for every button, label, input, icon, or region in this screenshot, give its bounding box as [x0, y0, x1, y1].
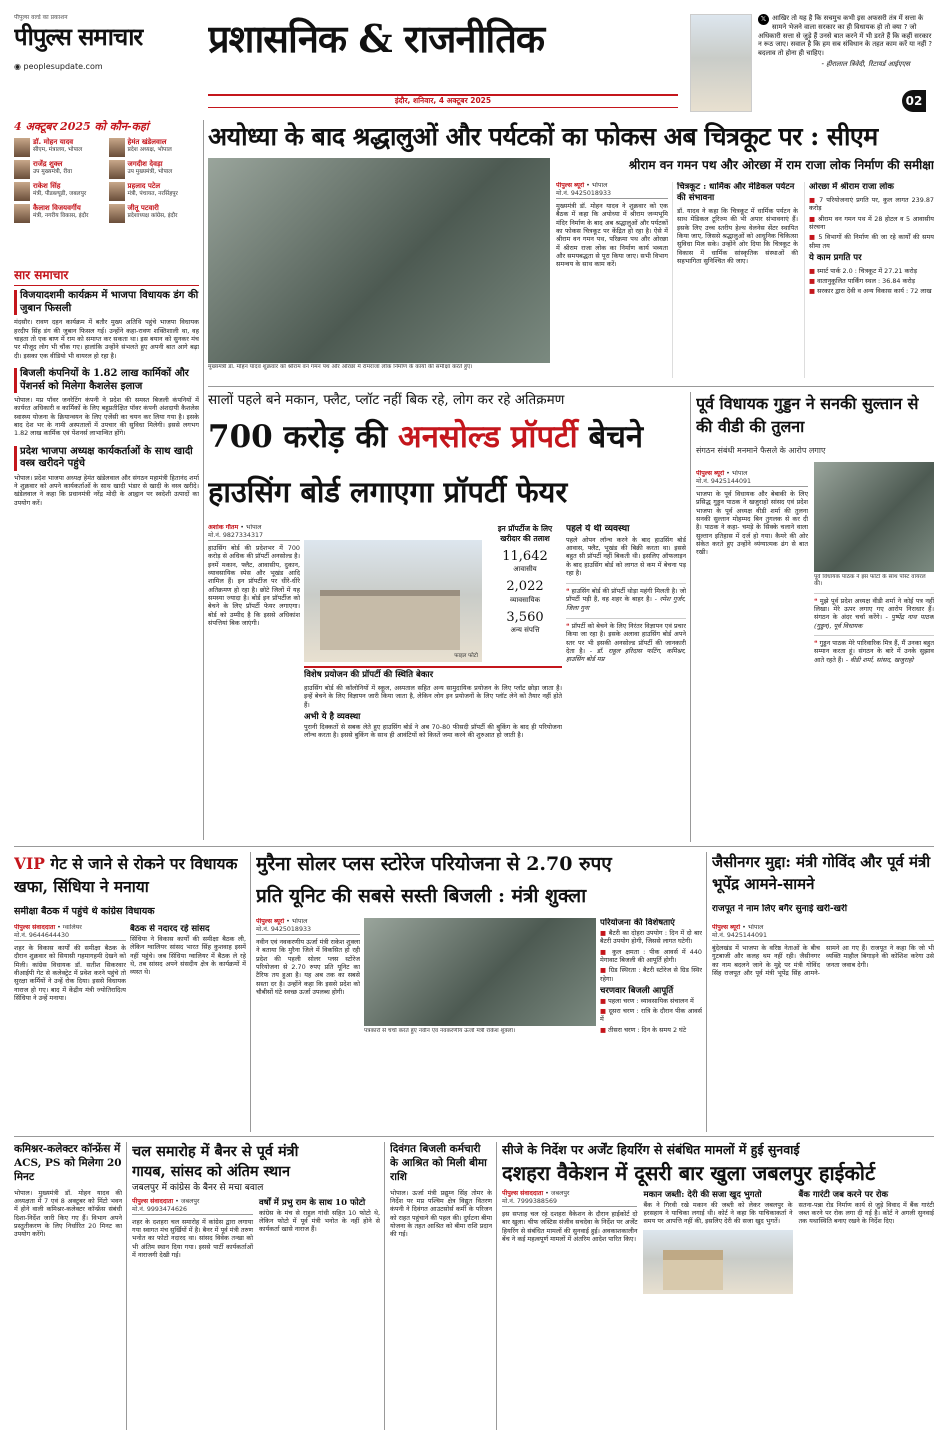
summary-title: सार समाचार [14, 268, 199, 286]
quote-text: आखिर तो यह है कि सचमुच कभी इस अफसरी तंत्र में सत्ता के सामने भेजने वाला सरकार का ही विधायक हो तो क्या ? जो अधिकारी सत्ता से जुड़े हैं उनसे बात करने में भी डरते हैं कि कहीं सरकार न रूठ जाए। सवाल है कि हम सब संविधान के तहत काम करें या नहीं ? बदलाव तो होना ही चाहिए। [758, 14, 932, 58]
supply-title: चरणवार बिजली आपूर्ति [600, 985, 674, 996]
byline-mobile: मो.नं. 9425018933 [556, 190, 668, 199]
quote-icon: ❝ [814, 596, 818, 605]
list-item: ■ 5 विभागों की निर्माण की जा रहे कार्यों की समय सीमा तय [809, 233, 934, 250]
guddu-body: भाजपा के पूर्व विधायक और बेबाकी के लिए प्रसिद्ध गुड्डन पाठक ने खजुराहो सांसद एवं प्रदेश भाजपा के पूर्व अध्यक्ष वीडी शर्मा की तुलना सनकी सुल्तान मोहम्मद बिन तुगलक से कर दी है। पाठक ने कहा- चमड़े के सिक्के चलाने वाला सुल्तान इतिहास में दर्ज हो गया। कैमरे की ओर संकेत करते हुए उन्होंने व्यंग्यात्मक ढंग से बात रखी। [696, 490, 808, 557]
summary-headline: विजयादशमी कार्यक्रम में भाजपा विधायक डंग की जुबान फिसली [14, 290, 199, 315]
list-item: ■ सरकार द्वारा देवी व अन्य विकास कार्य : 72 लाख [809, 287, 934, 295]
avatar [109, 182, 125, 201]
commissioner-story [14, 1142, 122, 1430]
orchha-box [804, 182, 934, 378]
karmachari-story [390, 1142, 492, 1430]
byline-mobile: मो.नं. 9425144091 [712, 932, 934, 941]
jaisinagar-headline: जैसीनगर मुद्दा: मंत्री गोविंद और पूर्व मंत्री भूपेंद्र आमने-सामने [712, 853, 931, 893]
list-item: ■ दूसरा चरण : रात्रि के दौरान पीक आवर्स में [600, 1007, 702, 1024]
housing-headline: 700 करोड़ की अनसोल्ड प्रॉपर्टी बेचने [208, 419, 644, 455]
byline: पीपुल्स संवाददाता • जबलपुर [132, 1197, 200, 1205]
special-body: हाउसिंग बोर्ड की कॉलोनियों में स्कूल, अस्पताल सहित अन्य सामुदायिक प्रयोजन के लिए प्लॉट छोड़ा जाता है। इन्हें बेचने के लिए विज्ञापन जारी किया जाता है, लेकिन लोग इन प्रयोजनों के लिए प्लॉट लेने को तैयार नहीं होते हैं। [304, 683, 562, 709]
photo-caption: फाइल फोटो [454, 652, 478, 659]
jaisinagar-subhead: राजपूत ने नाम लिए बगैर सुनाई खरी-खरी [712, 904, 848, 914]
features-list [600, 929, 702, 983]
byline: अशोक गौतम • भोपाल [208, 524, 262, 531]
person-card: प्रहलाद पटेल मंत्री, पंचायत, नरसिंहपुर [109, 182, 200, 201]
person-card: जीतू पटवारी प्रदेशाध्यक्ष कांग्रेस, इंदौर [109, 204, 200, 223]
avatar [14, 182, 30, 201]
stat-value: 3,560 [506, 609, 544, 625]
box-body: सिंधिया ने विकास कार्यों की समीक्षा बैठक ली, लेकिन ग्वालियर सांसद भारत सिंह कुशवाह इसमें नहीं पहुंचे। जब सिंधिया ग्वालियर में बैठक ले रहे थे, तब सांसद अपने संसदीय क्षेत्र के कार्यक्रमों में व्यस्त थे। [130, 934, 246, 977]
progress-head: ये काम प्रगति पर [809, 252, 862, 263]
summary-body: भोपाल। मप्र पॉवर जनरेटिंग कंपनी ने प्रदेश की समस्त बिजली कंपनियों में कार्यरत अधिकारी व कार्मिकों के लिए बहुप्रतीक्षित पॉवर कंपनी अंशदायी कैशलेस स्वास्थ्य योजना के क्रियान्वयन के लिए एजेंसी का चयन कर लिया गया है। इसके बाद देश भर के नामी अस्पतालों में उपचार की सुविधा मिलेगी। इससे लगभग 1.82 लाख कार्मिक एवं पेंशनर्स लाभान्वित होंगे। [14, 396, 199, 438]
quote-icon: ❝ [814, 639, 818, 648]
byline-mobile: मो.नं. 9644644430 [14, 932, 126, 941]
quote-photo [690, 14, 752, 112]
samaroh-subsection-body: कांग्रेस के मंच से राहुल गांधी सहित 10 फोटो थे, लेकिन फोटो में पूर्व मंत्री भनोत के नहीं होने से कार्यकर्ता खासे नाराज हैं। [259, 1208, 380, 1234]
box-body: पहले ओपन लॉन्च करने के बाद हाउसिंग बोर्ड आवास, फ्लैट, भूखंड की बिक्री करता था। इससे बहुत सी प्रॉपर्टी नहीं बिकती थी। इसलिए ऑफलाइन के बाद हाउसिंग बोर्ड को लागत से कम में बेचना पड़ रहा है। [566, 535, 686, 577]
court-story [502, 1142, 934, 1430]
stat-value: 11,642 [502, 548, 548, 564]
quote-icon: ❝ [566, 622, 570, 631]
lead-photo [208, 158, 550, 363]
solar-features [600, 918, 702, 1132]
avatar [109, 138, 125, 157]
byline-mobile: मो.नं. 9827334317 [208, 532, 300, 541]
housing-photo [304, 540, 482, 662]
progress-list [809, 267, 934, 296]
page-number: 02 [902, 90, 926, 112]
summary-body: भोपाल। प्रदेश भाजपा अध्यक्ष हेमंत खंडेलवाल और संगठन महामंत्री हितानंद शर्मा ने शुक्रवार को अपने कार्यकर्ताओं के साथ खादी भंडार से खादी के वस्त्र खरीदे। खंडेलवाल ने कहा कि प्रधानमंत्री नरेंद्र मोदी के आह्वान पर स्वदेशी उत्पादों का उपयोग करें। [14, 473, 199, 507]
chitrakoot-body: डॉ. यादव ने कहा कि चित्रकूट में धार्मिक पर्यटन के साथ मेडिकल टूरिज्म की भी अपार संभावनाएं हैं। इसके लिए उच्च स्तरीय हेल्थ वेलनेस सेंटर स्थापित किया जाए, जिससे श्रद्धालुओं को आधुनिक चिकित्सा सुविधा मिल सके। उन्होंने ओर दिया कि चित्रकूट के विकास में धार्मिक सांस्कृतिक संस्थाओं की सहभागिता सुनिश्चित की जाए। [677, 207, 798, 266]
quote-block: ❝ हाउसिंग बोर्ड की प्रॉपर्टी थोड़ा महंगी मिलती है। जो प्रॉपर्टी पड़ी है, वह शहर के बाहर है। - रमेश गुर्जर, जिला गुना [566, 583, 686, 612]
stat-value: 2,022 [506, 579, 544, 595]
housing-stats [488, 524, 562, 662]
person-card: राकेश सिंह मंत्री, पीडब्ल्यूडी, जबलपुर [14, 182, 105, 201]
dateline: इंदौर, शनिवार, 4 अक्टूबर 2025 [208, 94, 678, 108]
byline: पीपुल्स ब्यूरो • भोपाल [556, 182, 608, 189]
summary-body: मंदसौर। रावण दहन कार्यक्रम में बतौर मुख्य अतिथि पहुंचे भाजपा विधायक हरदीप सिंह डंग की जुबान फिसल गई। उन्होंने कहा-रावण शक्तिशाली था, वह चाहता तो एक बाण में राम को समाप्त कर सकता था। इस बयान को सुनकर मंच पर मौजूद लोग भी चौंक गए। हालांकि उन्होंने संभलते हुए अपनी बात आगे बढ़ा दी। इसका एक वीडियो भी वायरल हो रहा है। [14, 318, 199, 360]
stat-label: व्यावसायिक [510, 595, 540, 604]
avatar [109, 204, 125, 223]
orchha-list [809, 196, 934, 250]
byline-mobile: मो.नं. 9425018933 [256, 926, 360, 935]
guddu-story [696, 470, 808, 842]
summary-headline: बिजली कंपनियों के 1.82 लाख कार्मिकों और पेंशनर्स को मिलेगा कैशलेस इलाज [14, 368, 199, 393]
chitrakoot-head: चित्रकूट : धार्मिक और मेडिकल पर्यटन की संभावना [677, 182, 795, 204]
samaroh-headline-2: गायब, सांसद को अंतिम स्थान [132, 1162, 290, 1180]
court-headline-2: दशहरा वैकेशन में दूसरी बार खुला जबलपुर हाईकोर्ट [502, 1160, 876, 1185]
court-side-body: बैंक ने गिरवी रखे मकान की जब्ती को लेकर जबलपुर के हरसहाय ने याचिका लगाई थी। कोर्ट ने कहा कि याचिकाकर्ता ने समय पर आपत्ति नहीं की, इसलिए देरी की सजा खुद भुगतें। [643, 1200, 793, 1226]
court-right-head: बैंक गारंटी जब करने पर रोक [798, 1189, 889, 1200]
list-item: ■ बैटरी का दोहरा उपयोग : दिन में दो बार बैटरी उपयोग होगी, जिससे लागत घटेगी। [600, 929, 702, 946]
samaroh-headline-1: चल समारोह में बैनर से पूर्व मंत्री [132, 1143, 299, 1160]
person-card: राजेंद्र शुक्ल उप मुख्यमंत्री, रीवा [14, 160, 105, 179]
house-illustration [320, 590, 460, 650]
byline: पीपुल्स संवाददाता • जबलपुर [502, 1189, 570, 1197]
quote-icon: ❝ [566, 587, 570, 596]
samaroh-body: शहर के दशहरा चल समारोह में कांग्रेस द्वारा लगाया गया स्वागत मंच सुर्खियों में है। बैनर में पूर्व मंत्री तरुण भनोत का फोटो नदारद था। सांसद विवेक तन्खा को भी अंतिम स्थान दिया गया। इससे पार्टी कार्यकर्ताओं में नाराजगी देखी गई। [132, 1217, 253, 1260]
orchha-head: ओरछा में श्रीराम राजा लोक [809, 182, 894, 192]
box-head: पहले ये थी व्यवस्था [566, 524, 630, 534]
person-card: कैलाश विजयवर्गीय मंत्री, नगरीय विकास, इंदौर [14, 204, 105, 223]
vip-headline: VIP गेट से जाने से रोकने पर विधायक खफा, सिंधिया ने मनाया [14, 854, 238, 897]
globe-icon: ◉ [14, 62, 21, 72]
list-item: ■ 7 परियोजनाएं प्रगति पर, कुल लागत 239.87 करोड़ [809, 196, 934, 213]
brand-tagline: पीपुल्स वर्ल्ड का प्रकाशन [14, 14, 68, 21]
housing-body: हाउसिंग बोर्ड की प्रदेशभर में 700 करोड़ से अधिक की प्रॉपर्टी अनसोल्ड है। इनमें मकान, फ्लैट, आवासीय, दुकान, व्यावसायिक स्पेस और भूखंड आदि शामिल हैं। इन प्रॉपर्टीज पर धीरे-धीरे अतिक्रमण हो रहा है। छोटे जिलों में यह समस्या ज्यादा है। बोर्ड इन प्रॉपर्टीज को बेचने के लिए प्रॉपर्टी फेयर लगाएगा। बोर्ड को उम्मीद है कि इससे अधिकांश संपत्तियां बिक जाएंगी। [208, 544, 300, 628]
building-illustration [663, 1250, 723, 1290]
lead-headline: अयोध्या के बाद श्रद्धालुओं और पर्यटकों का फोकस अब चित्रकूट पर : सीएम [208, 122, 878, 151]
quote-author: - हीरालाल त्रिवेदी, रिटायर्ड आईएएस [821, 60, 910, 69]
guddu-subhead: संगठन संबंधी मनमाने फैसले के आरोप लगाए [696, 446, 826, 455]
guddu-side [814, 574, 934, 842]
stat-label: आवासीय [513, 565, 537, 574]
list-item: ■ वातानुकूलित पार्किंग स्थल : 36.84 करोड़ [809, 277, 934, 285]
stat-label: अन्य संपत्ति [510, 626, 540, 635]
now-body: पुरानी दिक्कतों से सबक लेते हुए हाउसिंग बोर्ड ने अब 70-80 फीसदी प्रॉपर्टी की बुकिंग के बाद ही परियोजना लॉन्च करता है। इससे बुकिंग के साथ ही आवंटियों को किस्तें जमा करने की शुरुआत हो जाती है। [304, 722, 562, 740]
housing-story [208, 524, 300, 842]
byline: पीपुल्स ब्यूरो • भोपाल [712, 924, 764, 931]
quote-block: ❝ प्रॉपर्टी को बेचने के लिए निरंतर विज्ञापन एवं प्रचार किया जा रहा है। इसके अलावा हाउसिंग बोर्ड अपने स्तर पर भी इसकी अनसोल्ड प्रॉपर्टी की जानकारी देता है। - डॉ. राहुल हरिदास फटिंग, कमिश्नर, हाउसिंग बोर्ड मप्र [566, 618, 686, 664]
whoswhere-box [14, 120, 199, 260]
court-right-body: सतना-पन्ना रोड निर्माण कार्य से जुड़े विवाद में बैंक गारंटी जब्त करने पर रोक लगा दी गई है। कोर्ट ने अगली सुनवाई तक यथास्थिति बनाए रखने के निर्देश दिए। [798, 1200, 934, 1226]
masthead-brand [14, 14, 199, 114]
list-item: ■ स्मार्ट पार्क 2.0 : चित्रकूट में 27.21 करोड़ [809, 267, 934, 275]
features-title: परियोजना की विशेषताएं [600, 918, 675, 928]
news-summary [14, 268, 199, 840]
highcourt-photo [643, 1230, 792, 1294]
housing-headline-2: हाउसिंग बोर्ड लगाएगा प्रॉपर्टी फेयर [208, 475, 568, 509]
byline: पीपुल्स ब्यूरो • भोपाल [256, 918, 308, 925]
vip-story [14, 924, 126, 1130]
supply-list [600, 997, 702, 1034]
list-item: ■ तीसरा चरण : दिन के समय 2 घंटे [600, 1026, 702, 1034]
samaroh-subsection: वर्षों में प्रभु राम के साथ 10 फोटो [259, 1197, 366, 1208]
person-card: डॉ. मोहन यादव सीएम, मंत्रालय, भोपाल [14, 138, 105, 157]
avatar [109, 160, 125, 179]
court-headline-1: सीजे के निर्देश पर अर्जेंट हियरिंग से संबंधित मामलों में हुई सुनवाई [502, 1142, 800, 1157]
site-url[interactable]: ◉ peoplesupdate.com [14, 62, 103, 72]
karmachari-body: भोपाल। ऊर्जा मंत्री प्रद्युम्न सिंह तोमर के निर्देश पर मप्र पश्चिम क्षेत्र विद्युत वितरण कंपनी ने दिवंगत आउटसोर्स कर्मी के परिजन को राहत पहुंचाने की पहल की। दुर्घटना बीमा योजना के तहत आश्रित को बीमा राशि प्रदान की गई। [390, 1188, 492, 1239]
housing-side [566, 524, 686, 840]
solar-body: नवीन एवं नवकरणीय ऊर्जा मंत्री राकेश शुक्ला ने बताया कि मुरैना जिले में विकसित हो रही प्रदेश की पहली सोलर प्लस स्टोरेज परियोजना से 2.70 रुपए प्रति यूनिट का टैरिफ तय हुआ है। यह अब तक का सबसे सस्ता दर है। उन्होंने कहा कि इससे प्रदेश को चौबीसों घंटे स्वच्छ ऊर्जा उपलब्ध होगी। [256, 938, 360, 997]
jaisinagar-story [712, 924, 934, 1132]
x-icon: 𝕏 [758, 14, 769, 25]
court-body: इस सप्ताह चल रहे दशहरा वैकेशन के दौरान हाईकोर्ट दो बार खुला। चीफ जस्टिस संजीव सचदेवा के निर्देश पर अर्जेंट हियरिंग से संबंधित मामलों की सुनवाई हुई। अवकाशकालीन बेंच ने कई महत्वपूर्ण मामलों में अंतरिम आदेश पारित किए। [502, 1209, 638, 1243]
photo-caption: पूर्व विधायक पाठक ने इस फोटो के साथ पोस्ट वायरल की। [814, 574, 926, 588]
solar-headline-2: प्रति यूनिट की सबसे सस्ती बिजली : मंत्री शुक्ला [256, 885, 587, 907]
avatar [14, 138, 30, 157]
brand-logo: पीपुल्स समाचार [14, 21, 143, 51]
box-head: बैठक से नदारद रहे सांसद [130, 924, 210, 934]
jaisinagar-body: बुंदेलखंड में भाजपा के वरिष्ठ नेताओं के बीच गुटबाजी और कलह थम नहीं रही। जैसीनगर का नाम बदलने जाने के मुद्दे पर मंत्री गोविंद सिंह राजपूत और पूर्व मंत्री भूपेंद्र सिंह आमने-सामने आ गए हैं। राजपूत ने कहा कि जो भी व्यक्ति माहौल बिगाड़ने की कोशिश करेगा उसे जनता जवाब देगी। [712, 944, 934, 978]
court-side-head: मकान जब्ती: देरी की सजा खुद भुगतो [643, 1189, 762, 1200]
quote-block: ❝ मुझे पूर्व प्रदेश अध्यक्ष वीडी शर्मा ने कोई पत्र नहीं लिखा। मेरे ऊपर लगाए गए आरोप निराधार हैं। संगठन के अंदर चर्चा करेंगे। - पुष्पेंद्र नाथ पाठक (गुड्डन), पूर्व विधायक [814, 593, 934, 630]
byline-mobile: मो.नं. 9993474626 [132, 1206, 253, 1215]
vip-body: शहर के विकास कार्यों की समीक्षा बैठक के दौरान शुक्रवार को सियासी गहमागहमी देखने को मिली। कांग्रेस विधायक डॉ. सतीश सिकरवार वीआईपी गेट से कलेक्ट्रेट में प्रवेश करने पहुंचे तो सुरक्षा कर्मियों ने उन्हें रोक दिया। इससे विधायक नाराज हो गए। बाद में केंद्रीय मंत्री ज्योतिरादित्य सिंधिया ने उन्हें मनाया। [14, 944, 126, 1003]
housing-special [304, 666, 562, 842]
byline-mobile: मो.नं. 7999388569 [502, 1198, 637, 1207]
byline: पीपुल्स ब्यूरो • भोपाल [696, 470, 748, 477]
solar-caption: पत्रकारों से चर्चा करते हुए नवीन एवं नवकरणीय ऊर्जा मंत्री राकेश शुक्ला। [364, 1028, 516, 1034]
special-head: विशेष प्रयोजन की प्रॉपर्टी की स्थिति बेकार [304, 666, 562, 681]
avatar [14, 204, 30, 223]
vip-subhead: समीक्षा बैठक में पहुंचे थे कांग्रेस विधायक [14, 906, 155, 917]
chitrakoot-box [672, 182, 798, 378]
lead-story [556, 182, 668, 378]
whoswhere-grid [14, 138, 199, 226]
solar-photo [364, 918, 596, 1026]
avatar [14, 160, 30, 179]
vip-box [130, 924, 246, 1130]
summary-headline: प्रदेश भाजपा अध्यक्ष कार्यकर्ताओं के साथ खादी वस्त्र खरीदने पहुंचे [14, 446, 199, 471]
whoswhere-title: 4 अक्टूबर 2025 को कौन-कहां [14, 120, 149, 133]
lead-caption: मुख्यमंत्री डॉ. मोहन यादव शुक्रवार को श्रीराम वन गमन पथ और ओरछा में रामराजा लोक निर्माण के कार्यों की समीक्षा करते हुए। [208, 364, 473, 370]
list-item: ■ श्रीराम वन गमन पथ में 28 होटल व 5 आवासीय संरचना [809, 215, 934, 232]
samaroh-story [132, 1142, 380, 1430]
quote-block: ❝ गुड्डन पाठक मेरे पारिवारिक मित्र हैं, मैं उनका बहुत सम्मान करता हूं। संगठन के बारे में उनके सुझाव आते रहते हैं। - वीडी शर्मा, सांसद, खजुराहो [814, 635, 934, 664]
person-card: जगदीश देवड़ा उप मुख्यमंत्री, भोपाल [109, 160, 200, 179]
person-card: हेमंत खंडेलवाल प्रदेश अध्यक्ष, भोपाल [109, 138, 200, 157]
byline-mobile: मो.नं. 9425144091 [696, 478, 808, 487]
lead-subhead: श्रीराम वन गमन पथ और ओरछा में राम राजा लोक निर्माण की समीक्षा [628, 158, 934, 172]
now-head: अभी ये है व्यवस्था [304, 711, 361, 722]
list-item: ■ ग्रिड स्थिरता : बैटरी स्टोरेज से ग्रिड स्थिर रहेगा। [600, 966, 702, 983]
guddu-photo [814, 462, 934, 572]
commissioner-headline: कमिश्नर-कलेक्टर कॉन्फ्रेंस में ACS, PS को मिलेगा 20 मिनट [14, 1143, 122, 1184]
solar-story [256, 918, 360, 1132]
guddu-headline: पूर्व विधायक गुड्डन ने सनकी सुल्तान से की वीडी की तुलना [696, 394, 919, 437]
lead-body: मुख्यमंत्री डॉ. मोहन यादव ने शुक्रवार को एक बैठक में कहा कि अयोध्या में श्रीराम जन्मभूमि मंदिर निर्माण के बाद अब श्रद्धालुओं और पर्यटकों का फोकस चित्रकूट पर केंद्रित हो रहा है। ऐसे में श्रीराम वन गमन पथ, परिक्रमा पथ और ओरछा में श्रीराम राजा लोक का निर्माण कार्य भव्यता और समयबद्धता से पूरा किया जाए। सभी विभाग समन्वय के साथ काम करें। [556, 202, 668, 269]
section-title: प्रशासनिक & राजनीतिक [208, 16, 545, 61]
housing-kicker: सालों पहले बने मकान, फ्लैट, प्लॉट नहीं बिक रहे, लोग कर रहे अतिक्रमण [208, 392, 565, 408]
list-item: ■ पहला चरण : व्यावसायिक संचालन में [600, 997, 702, 1005]
samaroh-subhead: जबलपुर में कांग्रेस के बैनर से मचा बवाल [132, 1183, 264, 1194]
byline: पीपुल्स संवाददाता • ग्वालियर [14, 924, 82, 931]
commissioner-body: भोपाल। मुख्यमंत्री डॉ. मोहन यादव की अध्यक्षता में 7 एवं 8 अक्टूबर को मिंटो भवन में होने वाली कमिश्नर-कलेक्टर कॉन्फ्रेंस संबंधी दिशा-निर्देश जारी किए गए हैं। विभाग अपने प्रस्तुतीकरण के लिए निर्धारित 20 मिनट का उपयोग करेंगे। [14, 1188, 122, 1239]
stats-title: इन प्रॉपर्टीज के लिए खरीदार की तलाश [497, 524, 553, 543]
list-item: ■ कुल क्षमता : पीक आवर्स में 440 मेगावाट बिजली की आपूर्ति होगी। [600, 948, 702, 965]
solar-headline-1: मुरैना सोलर प्लस स्टोरेज परियोजना से 2.70 रुपए [256, 853, 612, 875]
karmachari-headline: दिवंगत बिजली कर्मचारी के आश्रित को मिली बीमा राशि [390, 1143, 487, 1184]
